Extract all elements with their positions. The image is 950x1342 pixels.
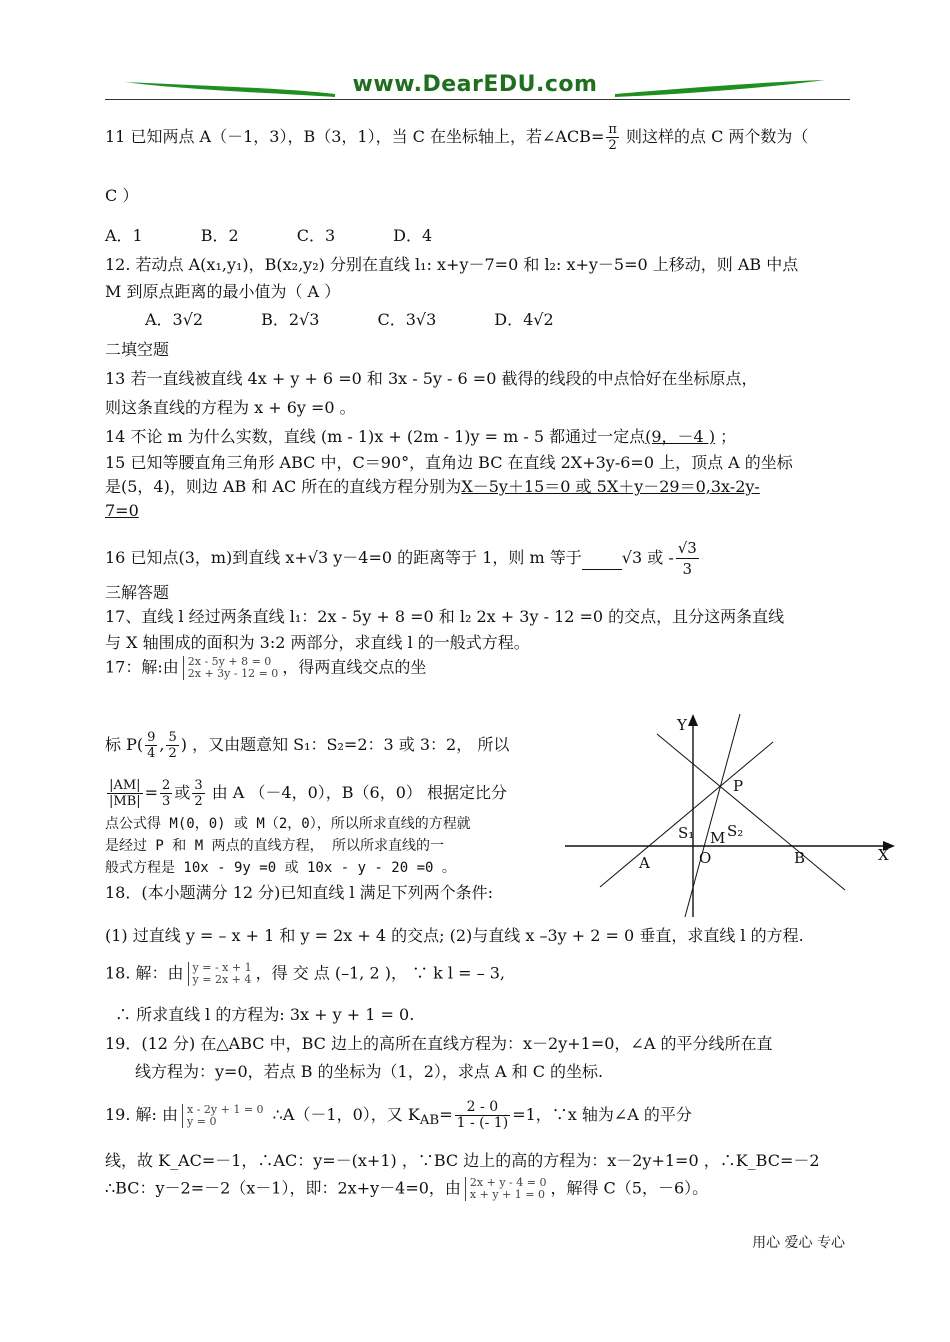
q19-sys-eq1: x - 2y + 1 = 0	[187, 1102, 264, 1116]
q19-sol-line2: 线，故 K_AC=－1，∴AC：y=－(x+1) ，∵BC 边上的高的方程为：x－2y+1=0 ，∴K_BC=－2	[105, 1151, 820, 1170]
line-l1	[600, 742, 773, 887]
q11-text: 11 已知两点 A（－1，3），B（3，1），当 C 在坐标轴上，若∠ACB=	[105, 127, 605, 146]
q15-line1: 15 已知等腰直角三角形 ABC 中，C＝90°，直角边 BC 在直线 2X+3y-6=0 上，顶点 A 的坐标	[105, 453, 793, 472]
q12-options	[145, 309, 890, 331]
q15-answer-cont: 7=0	[105, 501, 139, 520]
q14-answer: (9，－4 )	[645, 427, 716, 446]
q19-sys-eq2: y = 0	[187, 1114, 217, 1128]
q19-system	[182, 1104, 264, 1128]
q17-line1: 17、直线 l 经过两条直线 l₁：2x - 5y + 8 =0 和 l₂ 2x + 3y - 12 =0 的交点，且分这两条直线	[105, 607, 785, 626]
section-answer: 三解答题	[105, 583, 170, 602]
q19-slope-fraction	[455, 1100, 511, 1131]
q12-line2: M 到原点距离的最小值为（ A ）	[105, 282, 341, 301]
site-logo	[125, 68, 825, 108]
q11-tail: 则这样的点 C 两个数为（	[620, 127, 809, 146]
q14-line	[105, 426, 850, 448]
q15-line2	[105, 476, 850, 498]
q17-sol-lead: 17：解:由	[105, 657, 179, 677]
q11-option-d: D．4	[393, 226, 433, 245]
q12-option-a: A．3√2	[145, 310, 204, 329]
q12-option-c: C．3√3	[377, 310, 437, 329]
label-o: O	[699, 849, 712, 867]
q17-sol3-tail: 由 A （－4，0），B（6，0） 根据定比分	[206, 783, 507, 802]
q17-sol2-lead: 标 P(	[105, 735, 144, 754]
label-b: B	[794, 849, 806, 867]
q16-answer: √3	[621, 548, 643, 567]
q11-option-c: C．3	[296, 226, 336, 245]
q17-py	[166, 730, 178, 761]
q18-line1: 18．(本小题满分 12 分)已知直线 l 满足下列两个条件:	[105, 883, 494, 902]
q19-k-den: 1 - (- 1)	[456, 1115, 509, 1131]
q16-text: 16 已知点(3，m)到直线 x+√3 y－4=0 的距离等于 1，则 m 等于	[105, 548, 582, 567]
page-footer: 用心 爱心 专心	[752, 1235, 845, 1251]
q17-py-den: 2	[168, 746, 177, 761]
line-l2	[657, 734, 845, 890]
q18-sol-line1	[105, 962, 850, 986]
q17-px-den: 4	[147, 746, 156, 761]
q19-line2: 线方程为：y=0，若点 B 的坐标为（1，2），求点 A 和 C 的坐标.	[135, 1062, 604, 1081]
q17-sol-line3	[105, 778, 555, 809]
q17-r2-num: 3	[194, 778, 203, 793]
label-s1: S₁	[678, 824, 695, 842]
q12-option-d: D．4√2	[494, 310, 554, 329]
section-fill-in: 二填空题	[105, 340, 170, 359]
q19-sub-ab: AB	[419, 1113, 440, 1129]
q11-pi: π	[608, 122, 617, 137]
q15-answer: X－5y＋15＝0 或 5X＋y－29＝0,3x-2y-	[461, 477, 760, 496]
label-a: A	[639, 854, 650, 872]
q17-sys-eq2: 2x + 3y - 12 = 0	[187, 667, 279, 680]
q19-sys-eq3: 2x + y - 4 = 0	[469, 1176, 547, 1189]
q11-fraction	[606, 122, 619, 153]
q14-tail: ；	[715, 427, 737, 446]
q18-sys-eq2: y = 2x + 4	[192, 973, 252, 986]
q19-sys-eq4: x + y + 1 = 0	[469, 1188, 545, 1201]
q17-py-num: 5	[168, 730, 177, 745]
y-axis-arrow-icon	[688, 714, 698, 726]
q11-line2: C ）	[105, 186, 139, 205]
q17-sol-line5: 是经过 P 和 M 两点的直线方程， 所以所求直线的一	[105, 838, 444, 854]
q19-system2	[465, 1177, 547, 1201]
q17-sol2-tail: ) ，又由题意知 S₁：S₂=2：3 或 3：2， 所以	[180, 735, 510, 754]
q11-two: 2	[608, 138, 617, 153]
q14-text: 14 不论 m 为什么实数，直线 (m - 1)x + (2m - 1)y = m - 5 都通过一定点	[105, 427, 646, 446]
header-rule	[105, 99, 850, 100]
q11-line1	[105, 122, 850, 153]
q19-eq: =	[439, 1105, 453, 1124]
q18-sys-eq1: y = - x + 1	[192, 961, 252, 974]
q19-sol3-tail: ，解得 C（5，－6）。	[550, 1178, 709, 1198]
site-name: www.DearEDU.com	[352, 72, 598, 97]
q12-option-b: B．2√3	[261, 310, 320, 329]
q17-sol-line4: 点公式得 M(0，0) 或 M（2，0），所以所求直线的方程就	[105, 816, 471, 832]
q17-px-num: 9	[147, 730, 156, 745]
q16-fraction	[676, 538, 699, 579]
q19-sol3-lead: ∴BC：y－2=－2（x－1），即：2x+y－4=0，由	[105, 1178, 461, 1198]
q17-ratio-am-mb	[107, 778, 143, 809]
q17-sys-eq1: 2x - 5y + 8 = 0	[187, 655, 272, 668]
q17-sol-tail: ，得两直线交点的坐	[282, 657, 427, 677]
q17-mb: |MB|	[109, 794, 141, 809]
q16-or: 或 -	[642, 548, 674, 567]
q17-r1-num: 2	[162, 778, 171, 793]
q13-line2: 则这条直线的方程为 x + 6y =0 。	[105, 398, 356, 417]
q17-diagram	[565, 712, 895, 922]
q18-system	[188, 962, 252, 986]
q16-line	[105, 538, 850, 579]
label-x: X	[878, 846, 889, 864]
q17-sol-line2: 标 P( $\frac{9}{4}$ , $\frac{5}{2}$ ) ，又由题意知 S₁：S₂=2：3 或 3：2， 所以	[105, 730, 510, 761]
q17-r2-den: 2	[194, 794, 203, 809]
q18-sol-line2: ∴ 所求直线 l 的方程为: 3x + y + 1 = 0.	[115, 1005, 415, 1024]
q17-sol-line6: 般式方程是 10x - 9y =0 或 10x - y - 20 =0 。	[105, 860, 456, 876]
q19-line1: 19．(12 分) 在△ABC 中，BC 边上的高所在直线方程为：x－2y+1=0，∠A 的平分线所在直	[105, 1034, 773, 1053]
q16-frac-den: 3	[682, 560, 693, 578]
q17-px	[145, 730, 157, 761]
q19-sol-line1	[105, 1100, 850, 1132]
q17-eq: =	[144, 783, 159, 802]
q16-frac-num: √3	[677, 539, 697, 557]
q19-k-num: 2 - 0	[455, 1100, 511, 1116]
q17-line2: 与 X 轴围成的面积为 3:2 两部分，求直线 l 的一般式方程。	[105, 633, 530, 652]
q18-sol-tail: ，得 交 点 (–1, 2 )， ∵ k l = – 3,	[255, 963, 505, 983]
q13-line1: 13 若一直线被直线 4x + y + 6 =0 和 3x - 5y - 6 =0 截得的线段的中点恰好在坐标原点，	[105, 369, 758, 388]
q19-sol-tail: =1，∵x 轴为∠A 的平分	[512, 1105, 692, 1124]
q17-ratio1	[160, 778, 172, 809]
q17-r1-den: 3	[162, 794, 171, 809]
label-s2: S₂	[727, 822, 744, 840]
q17-ratio2	[192, 778, 204, 809]
label-m: M	[710, 829, 726, 847]
q18-line2: (1) 过直线 y = – x + 1 和 y = 2x + 4 的交点; (2)与直线 x –3y + 2 = 0 垂直，求直线 l 的方程.	[105, 926, 804, 945]
q15-lead: 是(5，4)，则边 AB 和 AC 所在的直线方程分别为	[105, 477, 462, 496]
q17-system	[183, 656, 279, 680]
q19-sol-lead: 19. 解: 由	[105, 1105, 179, 1124]
q19-sol-mid: ∴A（－1，0），又 K	[267, 1105, 420, 1124]
q16-blank	[582, 547, 622, 570]
q18-sol-lead: 18. 解：由	[105, 963, 184, 983]
q11-option-b: B．2	[200, 226, 239, 245]
label-p: P	[733, 777, 744, 795]
q11-option-a: A．1	[105, 226, 143, 245]
q12-line1: 12. 若动点 A(x₁,y₁)，B(x₂,y₂) 分别在直线 l₁: x+y－7=0 和 l₂: x+y－5=0 上移动，则 AB 中点	[105, 255, 799, 274]
q17-am: |AM|	[107, 778, 143, 794]
q17-sol-line1	[105, 656, 555, 680]
label-y: Y	[677, 716, 687, 734]
q17-or: 或	[174, 783, 191, 802]
q11-options	[105, 225, 850, 247]
q19-sol-line3	[105, 1177, 850, 1201]
